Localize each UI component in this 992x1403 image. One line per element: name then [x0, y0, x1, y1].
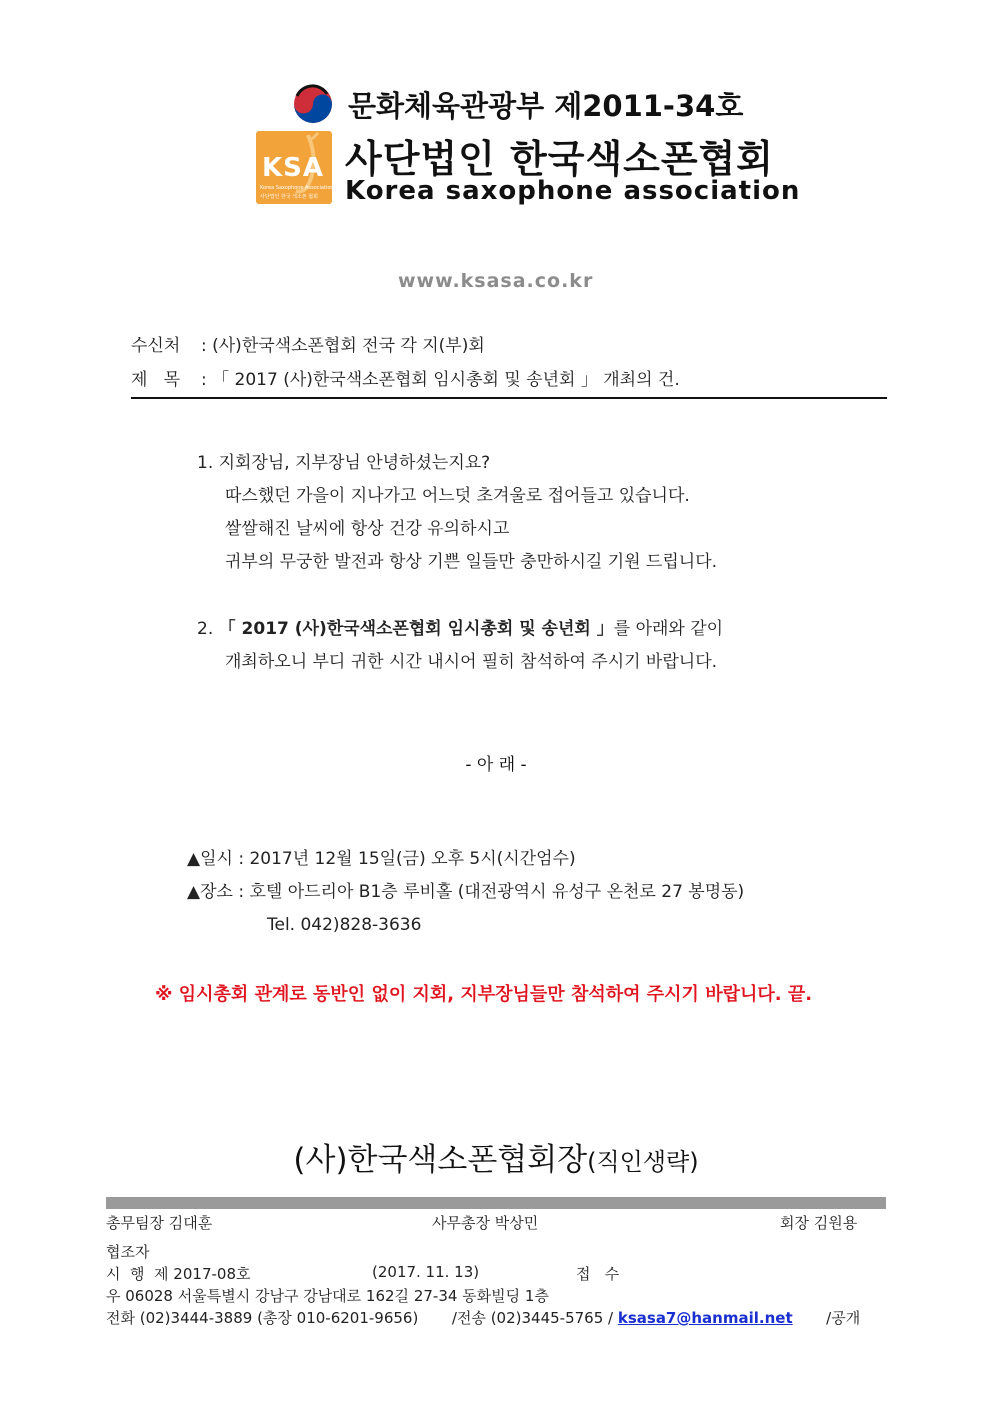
signature-line — [0, 1134, 992, 1179]
document-date: (2017. 11. 13) — [372, 1263, 480, 1281]
event-tel-line: Tel. 042)828-3636 — [267, 915, 422, 935]
paragraph-1-line-1: 1. 지회장님, 지부장님 안녕하셨는지요? — [197, 453, 491, 473]
paragraph-1-line-3: 쌀쌀해진 날씨에 항상 건강 유의하시고 — [225, 519, 510, 539]
association-name-ko: 사단법인 한국색소폰협회 — [345, 137, 775, 181]
contact-line — [106, 1307, 860, 1328]
recipient-label: 수신처 — [131, 336, 181, 356]
government-emblem-icon — [293, 84, 333, 124]
document-number: 시 행 제 2017-08호 — [106, 1265, 251, 1283]
signature-main: (사)한국색소폰협회장 — [293, 1142, 588, 1178]
ksa-logo-text: KSA — [262, 153, 324, 183]
event-date-line: ▲일시 : 2017년 12월 15일(금) 오후 5시(시간엄수) — [187, 849, 576, 869]
ksa-logo-subtext-en: Korea Saxophone Association — [260, 185, 334, 191]
ksa-logo-subtext-ko: 사단법인 한국 색소폰 협회 — [260, 194, 318, 200]
website-url[interactable]: www.ksasa.co.kr — [398, 270, 594, 292]
signature-note: (직인생략) — [587, 1148, 699, 1176]
office-address: 우 06028 서울특별시 강남구 강남대로 162길 27-34 동화빌딩 1층 — [106, 1287, 549, 1305]
ksa-logo — [256, 131, 332, 204]
section-title: - 아 래 - — [465, 755, 527, 775]
cooperator-label: 협조자 — [106, 1243, 150, 1261]
paragraph-2 — [197, 613, 723, 679]
paragraph-1 — [197, 447, 717, 579]
paragraph-2-suffix: 를 아래와 같이 — [613, 619, 724, 639]
paragraph-2-event-name: 「 2017 (사)한국색소폰협회 임시총회 및 송년회 」 — [218, 619, 614, 639]
email-link[interactable]: ksasa7@hanmail.net — [617, 1309, 793, 1327]
approver-3: 회장 김원용 — [780, 1214, 858, 1232]
paragraph-1-line-2: 따스했던 가을이 지나가고 어느덧 초겨울로 접어들고 있습니다. — [225, 486, 690, 506]
association-name-en: Korea saxophone association — [345, 176, 801, 206]
paragraph-2-line-2: 개최하오니 부디 귀한 시간 내시어 필히 참석하여 주시기 바랍니다. — [225, 652, 718, 672]
paragraph-2-line-1 — [197, 613, 723, 646]
phone-number: 전화 (02)3444-3889 (총장 010-6201-9656) — [106, 1309, 419, 1327]
paragraph-1-line-4: 귀부의 무궁한 발전과 항상 기쁜 일들만 충만하시길 기원 드립니다. — [225, 552, 718, 572]
attendance-notice: ※ 임시총회 관계로 동반인 없이 지회, 지부장님들만 참석하여 주시기 바랍니다. 끝. — [155, 984, 813, 1005]
subject-line — [131, 365, 680, 390]
recipient-value: : (사)한국색소폰협회 전국 각 지(부)회 — [201, 336, 485, 356]
receipt-label: 접 수 — [576, 1265, 620, 1283]
footer-divider — [106, 1197, 886, 1209]
subject-value: : 「 2017 (사)한국색소폰협회 임시총회 및 송년회 」 개최의 건. — [201, 370, 680, 390]
disclosure-label: /공개 — [826, 1309, 861, 1327]
event-details — [187, 843, 744, 942]
recipient-line — [131, 331, 485, 356]
paragraph-2-prefix: 2. — [197, 619, 219, 639]
approver-2: 사무총장 박상민 — [432, 1214, 539, 1232]
event-place-line: ▲장소 : 호텔 아드리아 B1층 루비홀 (대전광역시 유성구 온천로 27 봉명동) — [187, 882, 745, 902]
subject-label: 제 목 — [131, 370, 181, 390]
header-divider — [131, 397, 887, 399]
approver-1: 총무팀장 김대훈 — [106, 1214, 213, 1232]
fax-number: /전송 (02)3445-5765 / — [451, 1309, 614, 1327]
ministry-registration: 문화체육관광부 제2011-34호 — [348, 89, 744, 123]
